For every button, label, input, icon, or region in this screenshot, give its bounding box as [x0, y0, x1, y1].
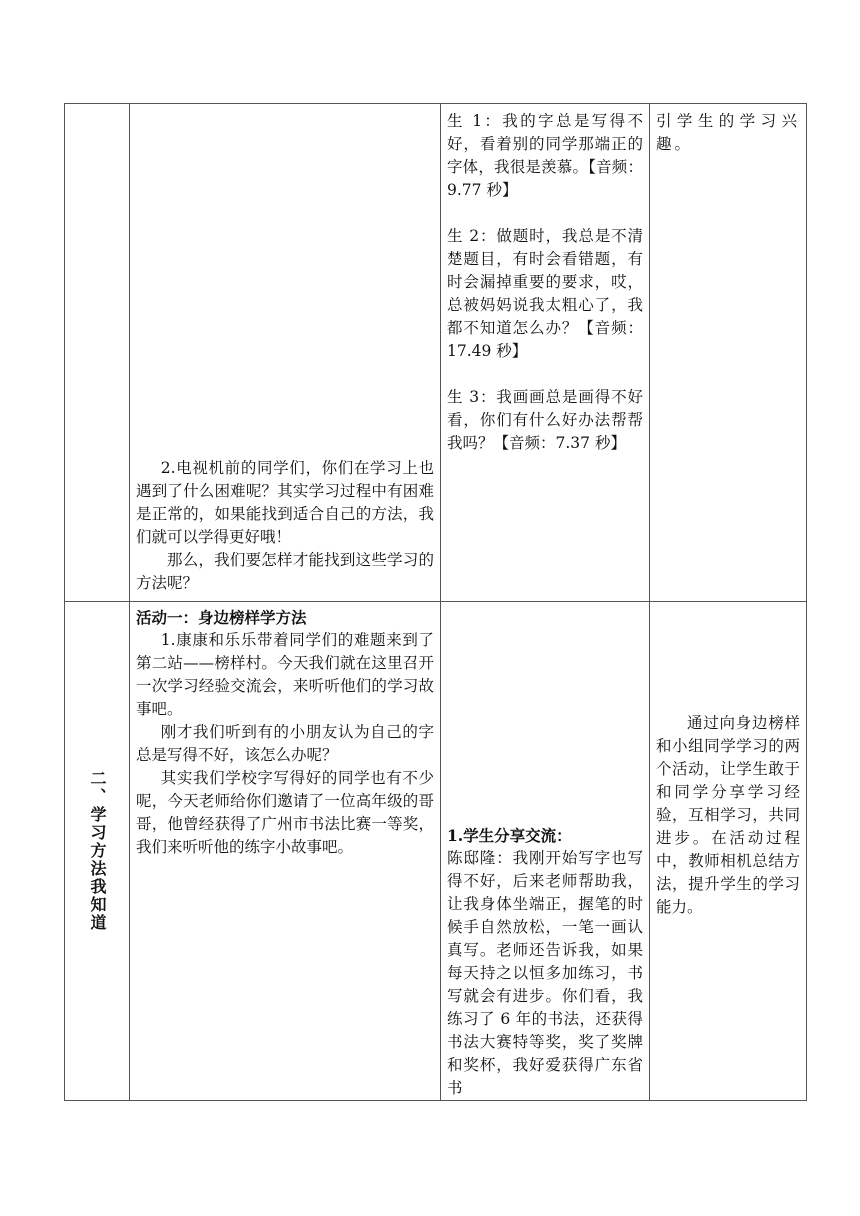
teacher-activity-cell [130, 602, 441, 1101]
design-text: 通过向身边榜样和小组同学学习的两个活动，让学生敢于和同学分享学习经验，互相学习，共同进步。在活动过程中，教师相机总结方法，提升学生的学习能力。 [656, 714, 800, 916]
section-cell [65, 104, 130, 602]
table-row [65, 602, 807, 1101]
student-response: 生 2：做题时，我总是不清楚题目，有时会看错题，有时会漏掉重要的要求，哎，总被妈妈说我太粗心了，我都不知道怎么办？【音频：17.49 秒】 [447, 227, 643, 360]
design-intent-cell [650, 104, 807, 602]
teacher-paragraph: 其实我们学校字写得好的同学也有不少呢，今天老师给你们邀请了一位高年级的哥哥，他曾经获得了广州市书法比赛一等奖，我们来听听他的练字小故事吧。 [136, 769, 434, 856]
teacher-paragraph: 1.康康和乐乐带着同学们的难题来到了第二站——榜样村。今天我们就在这里召开一次学习经验交流会，来听听他们的学习故事吧。 [136, 631, 434, 718]
activity-title: 活动一：身边榜样学方法 [136, 608, 307, 627]
table-row [65, 104, 807, 602]
student-activity-cell [441, 104, 650, 602]
section-title: 二、学习方法我知道 [88, 770, 107, 932]
student-response: 生 1：我的字总是写得不好，看着别的同学那端正的字体，我很是羡慕。【音频：9.77 秒】 [447, 112, 643, 199]
student-activity-cell [441, 602, 650, 1101]
student-heading: 1.学生分享交流： [447, 826, 572, 845]
design-text: 引学生的学习兴趣。 [656, 112, 800, 153]
teacher-activity-cell [130, 104, 441, 602]
section-cell [65, 602, 130, 1101]
lesson-plan-table [64, 103, 807, 1101]
teacher-paragraph: 刚才我们听到有的小朋友认为自己的字总是写得不好，该怎么办呢？ [136, 723, 434, 764]
student-response: 生 3：我画画总是画得不好看，你们有什么好办法帮帮我吗？【音频：7.37 秒】 [447, 388, 643, 452]
teacher-paragraph: 那么，我们要怎样才能找到这些学习的方法呢？ [136, 551, 434, 592]
design-intent-cell [650, 602, 807, 1101]
student-response: 陈邸隆：我刚开始写字也写得不好，后来老师帮助我，让我身体坐端正，握笔的时候手自然放松，一笔一画认真写。老师还告诉我，如果每天持之以恒多加练习，书写就会有进步。你们看，我练习了 6 年的书法，还获得书法大赛特等奖，奖了奖牌和奖杯，我好爱获得广东省书 [447, 849, 643, 1097]
teacher-paragraph: 2.电视机前的同学们，你们在学习上也遇到了什么困难呢？其实学习过程中有困难是正常的，如果能找到适合自己的方法，我们就可以学得更好哦！ [136, 459, 434, 546]
